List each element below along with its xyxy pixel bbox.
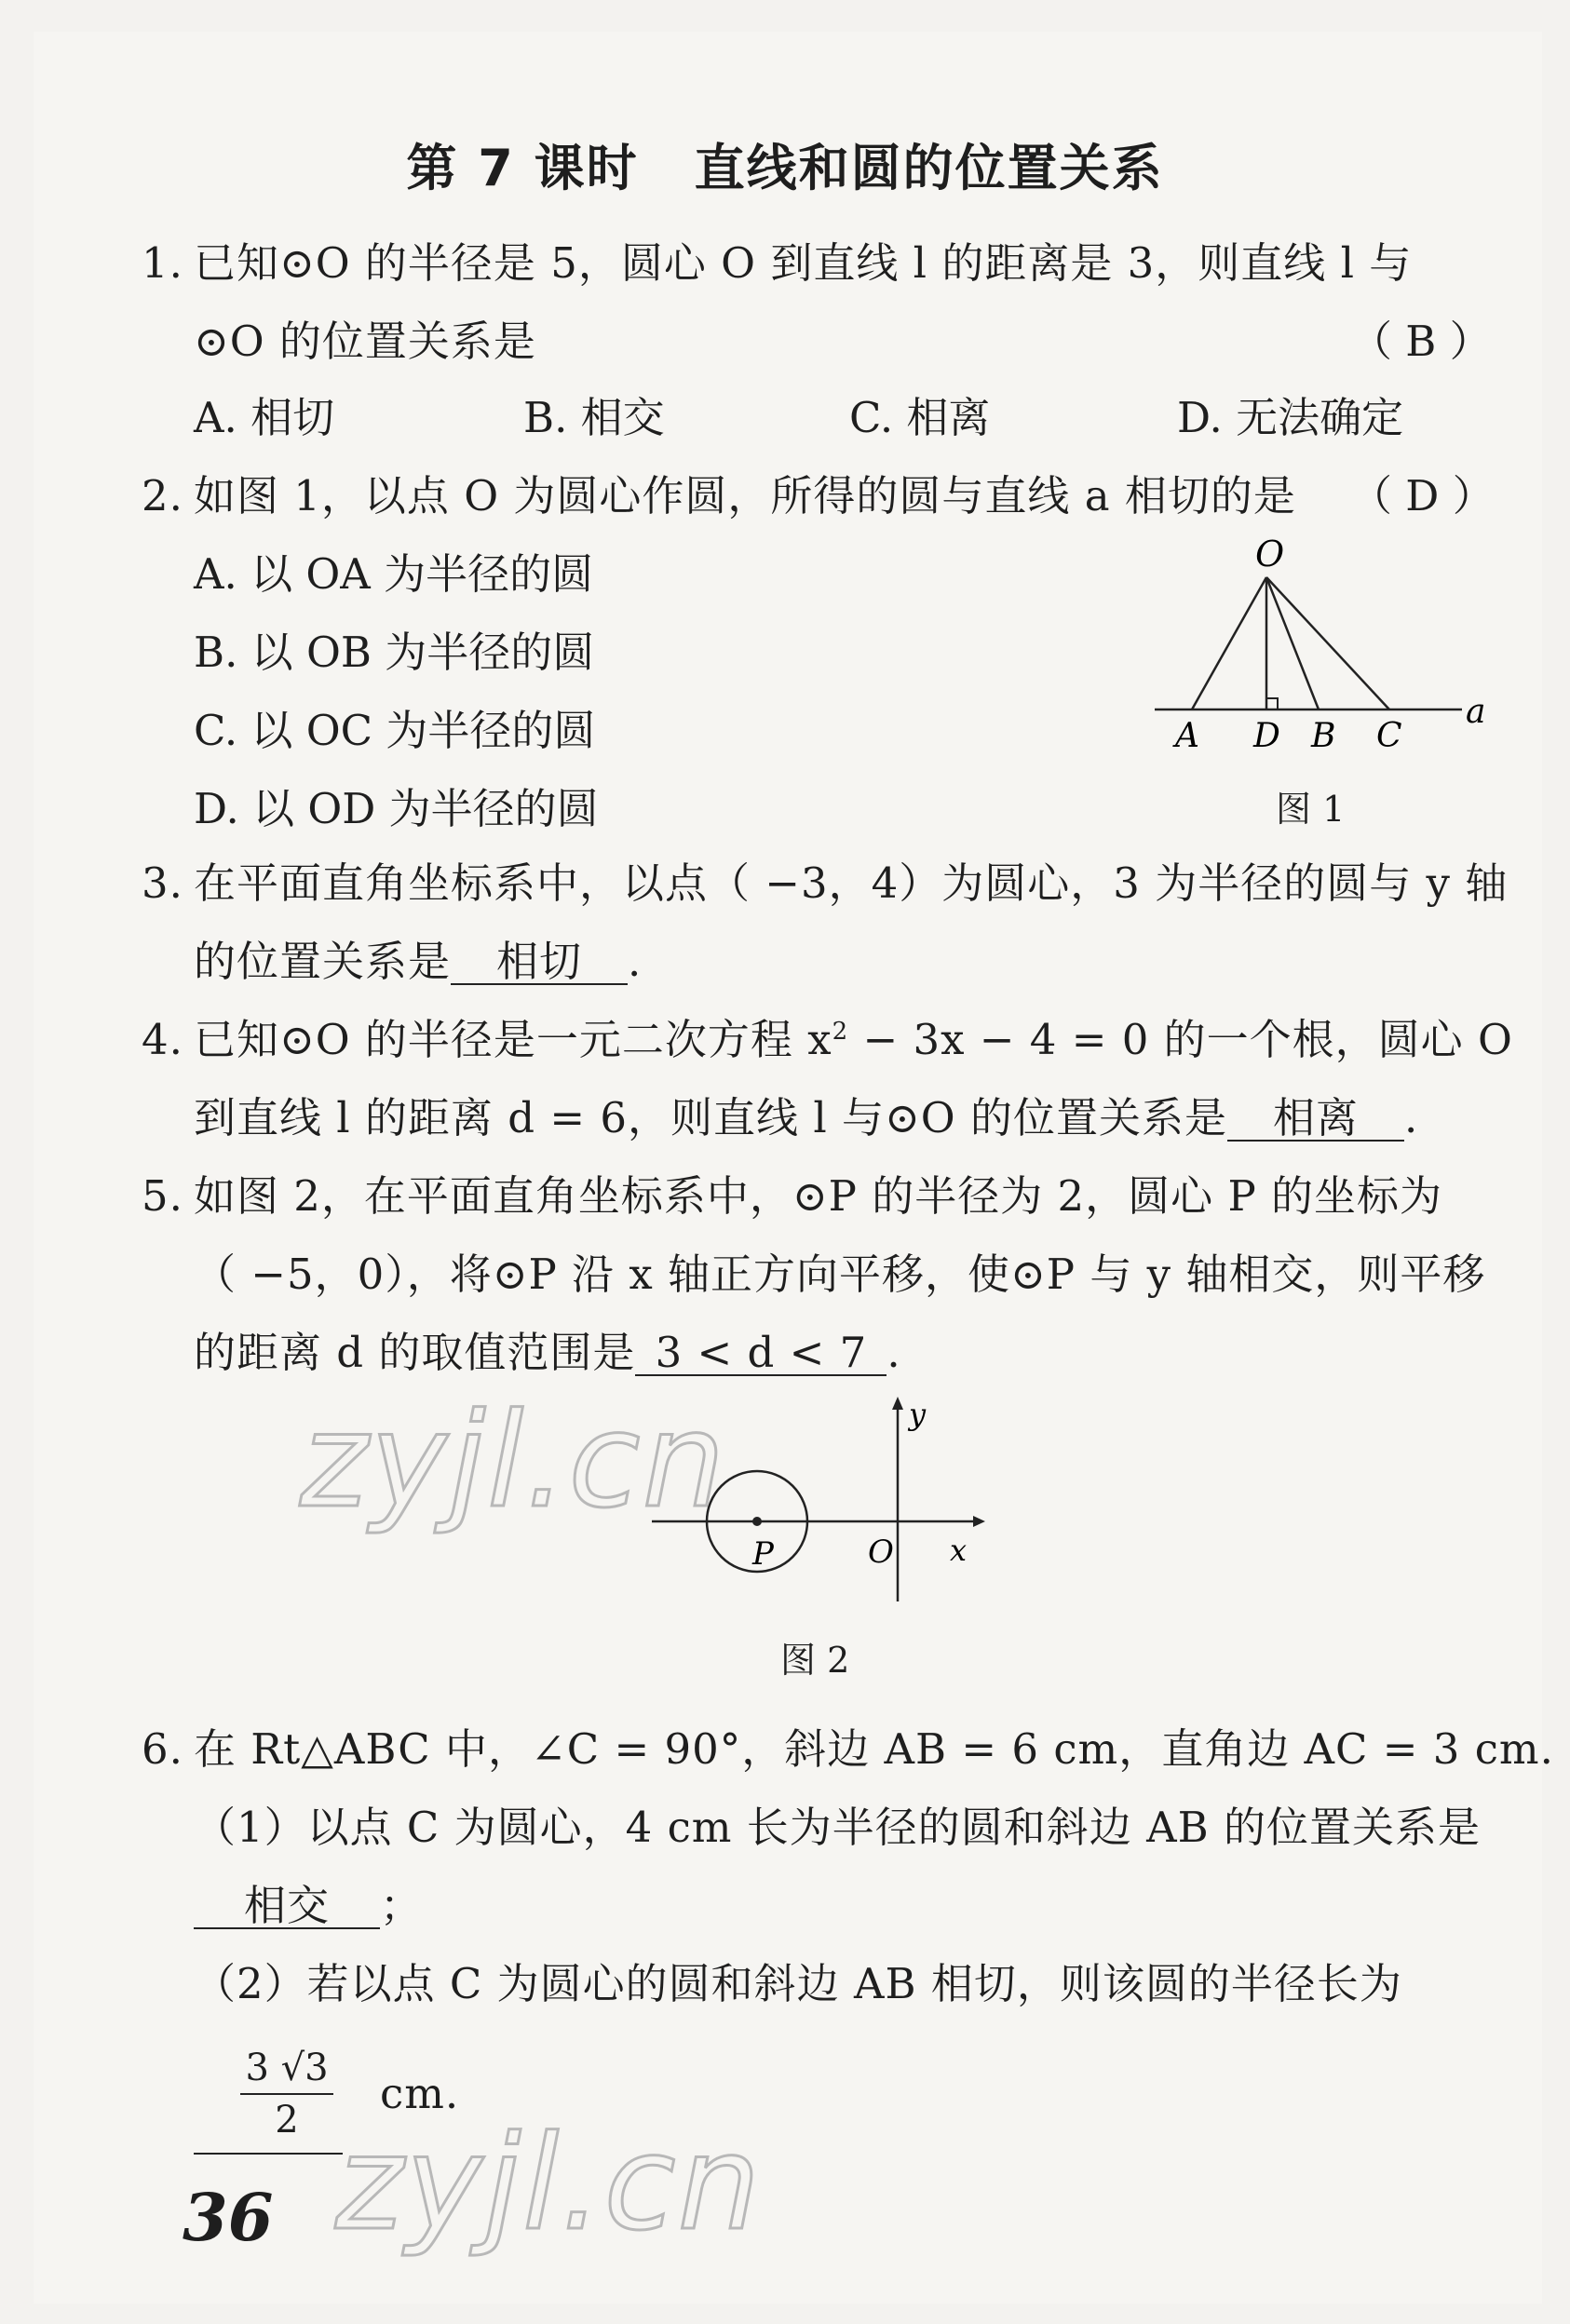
q6-part1: （1）以点 C 为圆心，4 cm 长为半径的圆和斜边 AB 的位置关系是 [194, 1803, 1481, 1852]
q1-option-d: D. 无法确定 [1177, 393, 1404, 442]
q5-answer: 3 < d < 7 [635, 1331, 887, 1376]
label-o: O [1255, 534, 1285, 574]
label-origin: O [868, 1534, 894, 1571]
q6-answer-2: 3 √3 2 [240, 2047, 333, 2142]
q4-line2: 到直线 l 的距离 d = 6，则直线 l 与⊙O 的位置关系是 相离 . [194, 1093, 1419, 1142]
y-axis-arrow [892, 1397, 903, 1410]
label-y: y [909, 1397, 927, 1432]
q5-line1: 5. 如图 2，在平面直角坐标系中，⊙P 的半径为 2，圆心 P 的坐标为 [142, 1171, 1443, 1221]
q2-option-d: D. 以 OD 为半径的圆 [194, 784, 599, 833]
label-c: C [1376, 717, 1402, 755]
watermark-bottom: zyjl.cn [335, 2108, 763, 2260]
label-a: A [1175, 717, 1199, 755]
q1-option-a: A. 相切 [194, 393, 335, 442]
label-x: x [950, 1533, 968, 1568]
lesson-title [0, 128, 1570, 200]
q1-line2: ⊙O 的位置关系是 [194, 317, 536, 366]
center-p [752, 1517, 762, 1526]
label-line-a: a [1466, 693, 1486, 731]
q3-answer: 相切 [451, 939, 628, 985]
lesson-topic: 直线和圆的位置关系 [694, 139, 1164, 197]
segment-oc [1266, 577, 1389, 709]
label-b: B [1311, 717, 1336, 755]
q2-option-a: A. 以 OA 为半径的圆 [194, 549, 594, 599]
q2-option-b: B. 以 OB 为半径的圆 [194, 628, 595, 677]
q2-answer: （ D ） [1350, 471, 1495, 520]
label-p: P [752, 1535, 774, 1573]
q2-line1: 2. 如图 1，以点 O 为圆心作圆，所得的圆与直线 a 相切的是 [142, 471, 1296, 520]
q3-line1: 3. 在平面直角坐标系中，以点（ −3，4）为圆心，3 为半径的圆与 y 轴 [142, 858, 1509, 908]
right-angle-mark [1266, 698, 1278, 709]
figure-2-caption: 图 2 [780, 1640, 850, 1681]
q5-line3: 的距离 d 的取值范围是 3 < d < 7 . [194, 1328, 901, 1377]
segment-oa [1192, 577, 1266, 709]
q4-answer: 相离 [1227, 1096, 1404, 1142]
q3-line2: 的位置关系是 相切 . [194, 937, 643, 986]
figure-1-caption: 图 1 [1276, 789, 1346, 830]
label-d: D [1253, 717, 1280, 755]
q6-answer-2-underline [194, 2153, 343, 2155]
q1-line1: 1. 已知⊙O 的半径是 5，圆心 O 到直线 l 的距离是 3，则直线 l 与 [142, 238, 1413, 288]
q6-answer-1: 相交 [194, 1884, 380, 1929]
q6-line1: 6. 在 Rt△ABC 中，∠C = 90°，斜边 AB = 6 cm，直角边 AC = 3 cm. [142, 1724, 1554, 1774]
segment-ob [1266, 577, 1319, 709]
q6-unit: cm. [380, 2069, 460, 2118]
page-number: 36 [183, 2179, 274, 2256]
q6-part2: （2）若以点 C 为圆心的圆和斜边 AB 相切，则该圆的半径长为 [194, 1959, 1402, 2008]
watermark-top: zyjl.cn [300, 1385, 727, 1537]
q4-line1: 4. 已知⊙O 的半径是一元二次方程 $x^2 - 3x - 4 = 0$ 的一个根，圆心 O [142, 1015, 1513, 1064]
q1-option-c: C. 相离 [849, 393, 991, 442]
q2-option-c: C. 以 OC 为半径的圆 [194, 706, 596, 755]
q5-line2: （ −5，0），将⊙P 沿 x 轴正方向平移，使⊙P 与 y 轴相交，则平移 [194, 1250, 1486, 1299]
q1-option-b: B. 相交 [523, 393, 665, 442]
lesson-number: 第 7 课时 [406, 139, 639, 197]
q6-part1-answer-line: 相交 ； [194, 1871, 423, 1932]
q1-answer: （ B ） [1350, 317, 1492, 366]
figure-1 [1145, 534, 1499, 773]
x-axis-arrow [973, 1516, 985, 1527]
